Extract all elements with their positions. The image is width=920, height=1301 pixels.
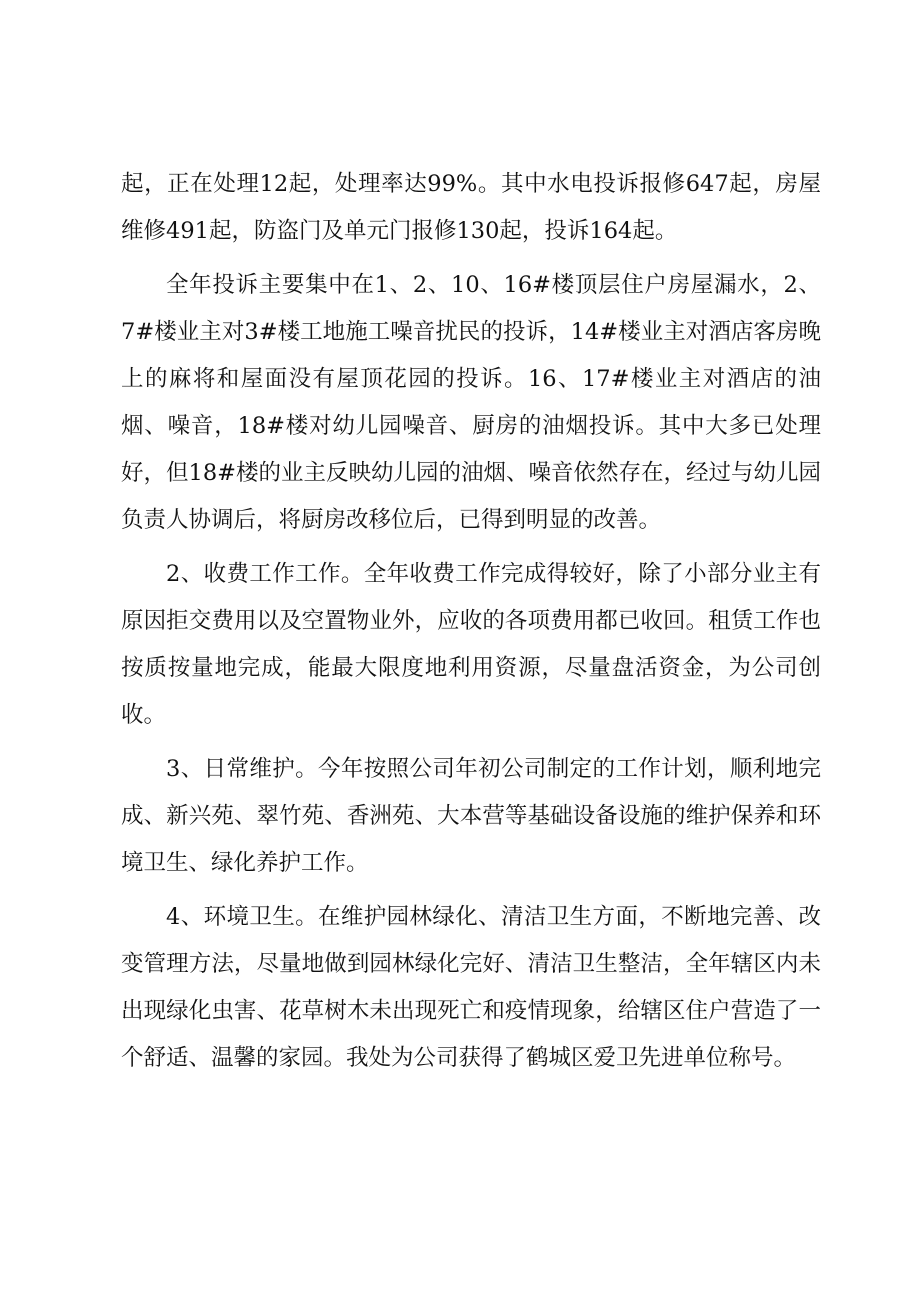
document-body xyxy=(121,161,821,1089)
paragraph-environment-sanitation: 4、环境卫生。在维护园林绿化、清洁卫生方面，不断地完善、改变管理方法，尽量地做到园林绿化完好、清洁卫生整洁，全年辖区内未出现绿化虫害、花草树木未出现死亡和疫情现象，给辖区住户营造了一个舒适、温馨的家园。我处为公司获得了鹤城区爱卫先进单位称号。 xyxy=(121,904,821,1071)
paragraph-fee-collection: 2、收费工作工作。全年收费工作完成得较好，除了小部分业主有原因拒交费用以及空置物业外，应收的各项费用都已收回。租赁工作也按质按量地完成，能最大限度地利用资源，尽量盘活资金，为公司创收。 xyxy=(121,561,821,728)
paragraph-complaints: 全年投诉主要集中在1、2、10、16#楼顶层住户房屋漏水，2、7#楼业主对3#楼工地施工噪音扰民的投诉，14#楼业主对酒店客房晚上的麻将和屋面没有屋顶花园的投诉。16、17#楼业主对酒店的油烟、噪音，18#楼对幼儿园噪音、厨房的油烟投诉。其中大多已处理好，但18#楼的业主反映幼儿园的油烟、噪音依然存在，经过与幼儿园负责人协调后，将厨房改移位后，已得到明显的改善。 xyxy=(121,272,821,533)
paragraph-daily-maintenance: 3、日常维护。今年按照公司年初公司制定的工作计划，顺利地完成、新兴苑、翠竹苑、香洲苑、大本营等基础设备设施的维护保养和环境卫生、绿化养护工作。 xyxy=(121,756,821,876)
paragraph-continuation: 起，正在处理12起，处理率达99%。其中水电投诉报修647起，房屋维修491起，防盗门及单元门报修130起，投诉164起。 xyxy=(121,171,821,244)
